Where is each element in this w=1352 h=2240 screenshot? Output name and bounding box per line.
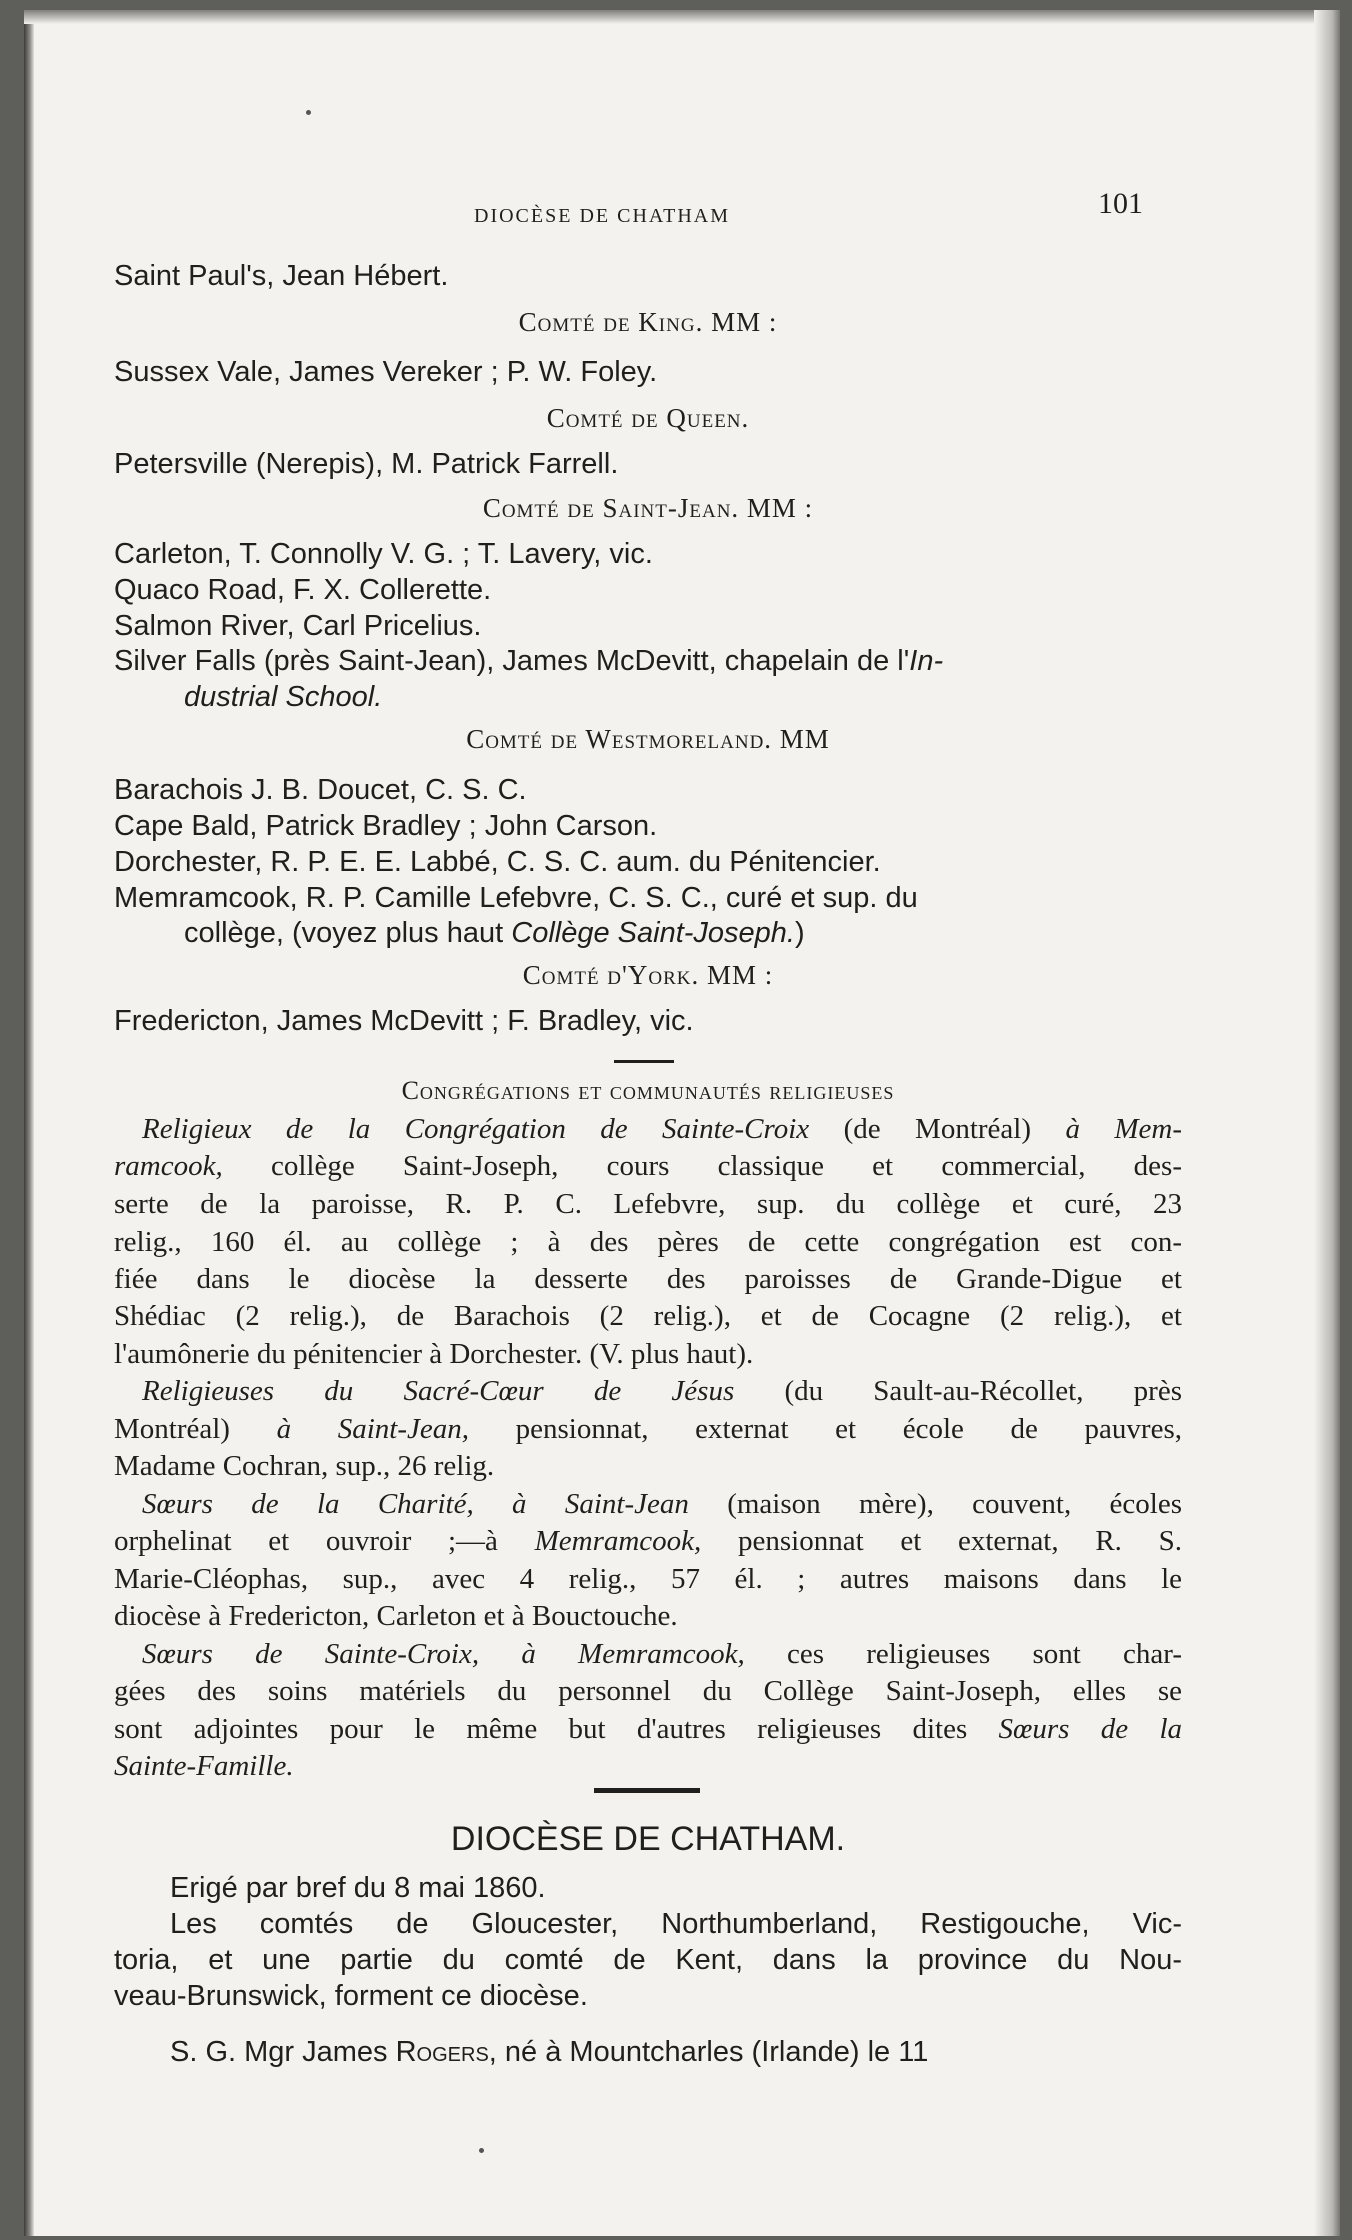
congregation-line: ramcook, collège Saint-Joseph, cours classique et commercial, des- [114, 1150, 1182, 1182]
congregations-heading: Congrégations et communautés religieuses [401, 1076, 895, 1105]
congregation-line: Marie-Cléophas, sup., avec 4 relig., 57 él. ; autres maisons dans le [114, 1563, 1182, 1595]
page-top-edge [24, 10, 1340, 24]
section-rule [594, 1788, 700, 1793]
congregation-line: fiée dans le diocèse la desserte des paroisses de Grande-Digue et [114, 1263, 1182, 1295]
congregation-line: Religieuses du Sacré-Cœur de Jésus (du Sault-au-Récollet, près [142, 1375, 1182, 1407]
entry-line: Fredericton, James McDevitt ; F. Bradley, vic. [114, 1005, 694, 1037]
congregation-line: l'aumônerie du pénitencier à Dorchester. (V. plus haut). [114, 1338, 754, 1370]
county-heading: Comté de Queen. [546, 403, 750, 433]
entry-line: collège, (voyez plus haut Collège Saint-Joseph.) [184, 917, 805, 949]
page-number: 101 [1098, 187, 1143, 220]
diocese-line: S. G. Mgr James Rogers, né à Mountcharles (Irlande) le 11 [170, 2036, 929, 2068]
congregation-line: diocèse à Fredericton, Carleton et à Bouctouche. [114, 1600, 678, 1632]
speck [479, 2148, 484, 2153]
congregation-line: Sœurs de Sainte-Croix, à Memramcook, ces religieuses sont char- [142, 1638, 1182, 1670]
entry-line: Saint Paul's, Jean Hébert. [114, 260, 449, 292]
congregation-line: Shédiac (2 relig.), de Barachois (2 relig.), et de Cocagne (2 relig.), et [114, 1300, 1182, 1332]
page-right-edge [1314, 10, 1340, 2236]
congregation-line: Sainte-Famille. [114, 1750, 294, 1782]
page-spine-shadow [24, 10, 34, 2236]
entry-line: Carleton, T. Connolly V. G. ; T. Lavery, vic. [114, 538, 653, 570]
county-heading: Comté de Westmoreland. MM [466, 724, 830, 754]
diocese-line: veau-Brunswick, forment ce diocèse. [114, 1980, 588, 2012]
diocese-title: DIOCÈSE DE CHATHAM. [450, 1820, 846, 1858]
congregation-line: Madame Cochran, sup., 26 relig. [114, 1450, 495, 1482]
congregation-line: Montréal) à Saint-Jean, pensionnat, externat et école de pauvres, [114, 1413, 1182, 1445]
entry-line: dustrial School. [184, 681, 383, 713]
entry-line: Sussex Vale, James Vereker ; P. W. Foley. [114, 356, 658, 388]
congregation-line: gées des soins matériels du personnel du Collège Saint-Joseph, elles se [114, 1675, 1182, 1707]
entry-line: Quaco Road, F. X. Collerette. [114, 574, 492, 606]
congregation-line: serte de la paroisse, R. P. C. Lefebvre, sup. du collège et curé, 23 [114, 1188, 1182, 1220]
county-heading: Comté d'York. MM : [522, 960, 774, 990]
entry-line: Salmon River, Carl Pricelius. [114, 610, 482, 642]
diocese-line: Erigé par bref du 8 mai 1860. [170, 1872, 546, 1904]
diocese-line: Les comtés de Gloucester, Northumberland, Restigouche, Vic- [170, 1908, 1182, 1940]
congregation-line: sont adjointes pour le même but d'autres religieuses dites Sœurs de la [114, 1713, 1182, 1745]
congregation-line: Sœurs de la Charité, à Saint-Jean (maison mère), couvent, écoles [142, 1488, 1182, 1520]
speck [306, 110, 311, 115]
congregation-line: orphelinat et ouvroir ;—à Memramcook, pensionnat et externat, R. S. [114, 1525, 1182, 1557]
congregation-line: relig., 160 él. au collège ; à des pères de cette congrégation est con- [114, 1226, 1182, 1258]
county-heading: Comté de King. MM : [518, 307, 778, 337]
section-rule [614, 1060, 674, 1063]
congregation-line: Religieux de la Congrégation de Sainte-Croix (de Montréal) à Mem- [142, 1113, 1182, 1145]
county-heading: Comté de Saint-Jean. MM : [482, 493, 814, 523]
entry-line: Silver Falls (près Saint-Jean), James McDevitt, chapelain de l'In- [114, 645, 944, 677]
entry-line: Petersville (Nerepis), M. Patrick Farrell. [114, 448, 619, 480]
entry-line: Barachois J. B. Doucet, C. S. C. [114, 774, 527, 806]
diocese-line: toria, et une partie du comté de Kent, dans la province du Nou- [114, 1944, 1182, 1976]
entry-line: Dorchester, R. P. E. E. Labbé, C. S. C. aum. du Pénitencier. [114, 846, 881, 878]
running-head: DIOCÈSE DE CHATHAM [474, 205, 730, 227]
book-page [24, 10, 1340, 2236]
entry-line: Memramcook, R. P. Camille Lefebvre, C. S. C., curé et sup. du [114, 882, 918, 914]
entry-line: Cape Bald, Patrick Bradley ; John Carson. [114, 810, 658, 842]
